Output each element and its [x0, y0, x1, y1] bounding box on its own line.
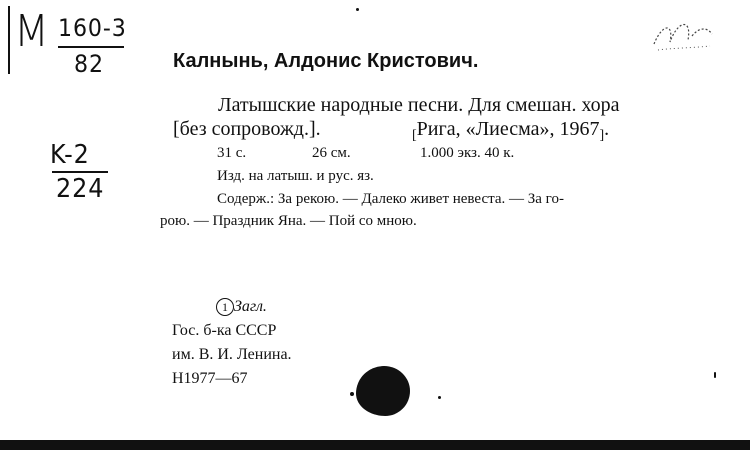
title-line-2-a: [без сопровожд.]. [173, 118, 321, 140]
bracket-open: [ [412, 128, 417, 143]
shelf-mark-divider [52, 171, 108, 173]
title-entry-note [216, 298, 267, 316]
ink-blot [356, 366, 410, 416]
faint-stamp-mark [648, 14, 718, 56]
shelf-mark-bottom: 224 [56, 174, 105, 204]
call-number-divider [58, 46, 124, 48]
call-number-bottom: 82 [74, 50, 104, 78]
print-run: 1.000 экз. 40 к. [420, 145, 515, 161]
language-note: Изд. на латыш. и рус. яз. [217, 168, 374, 184]
shelf-mark-top: K-2 [50, 140, 90, 170]
library-line-2: им. В. И. Ленина. [172, 346, 292, 363]
call-number-bracket [8, 6, 10, 74]
ink-speck [438, 396, 441, 399]
library-line-3: Н1977—67 [172, 370, 248, 387]
imprint-period: . [604, 118, 610, 140]
title-entry-label: Загл. [234, 298, 267, 315]
title-line-1: Латышские народные песни. Для смешан. хора [218, 94, 620, 116]
size: 26 см. [312, 145, 351, 161]
contents-line-1: Содерж.: За рекою. — Далеко живет невеста. — За го- [217, 191, 564, 207]
author-heading: Калнынь, Алдонис Кристович. [173, 50, 479, 72]
pages: 31 с. [217, 145, 247, 161]
circled-number: 1 [216, 298, 234, 316]
ink-speck [714, 372, 716, 378]
title-line-2-b [412, 118, 609, 144]
contents-line-2: рою. — Праздник Яна. — Пой со мною. [160, 213, 417, 229]
call-number-top: 160-3 [58, 14, 127, 42]
ink-speck [356, 8, 359, 11]
imprint: Рига, «Лиесма», 1967 [416, 118, 600, 140]
call-number-letter: M [14, 6, 50, 57]
ink-speck [350, 392, 354, 396]
library-line-1: Гос. б-ка СССР [172, 322, 277, 339]
bracket-close: ] [599, 128, 605, 143]
card-bottom-edge [0, 440, 750, 450]
